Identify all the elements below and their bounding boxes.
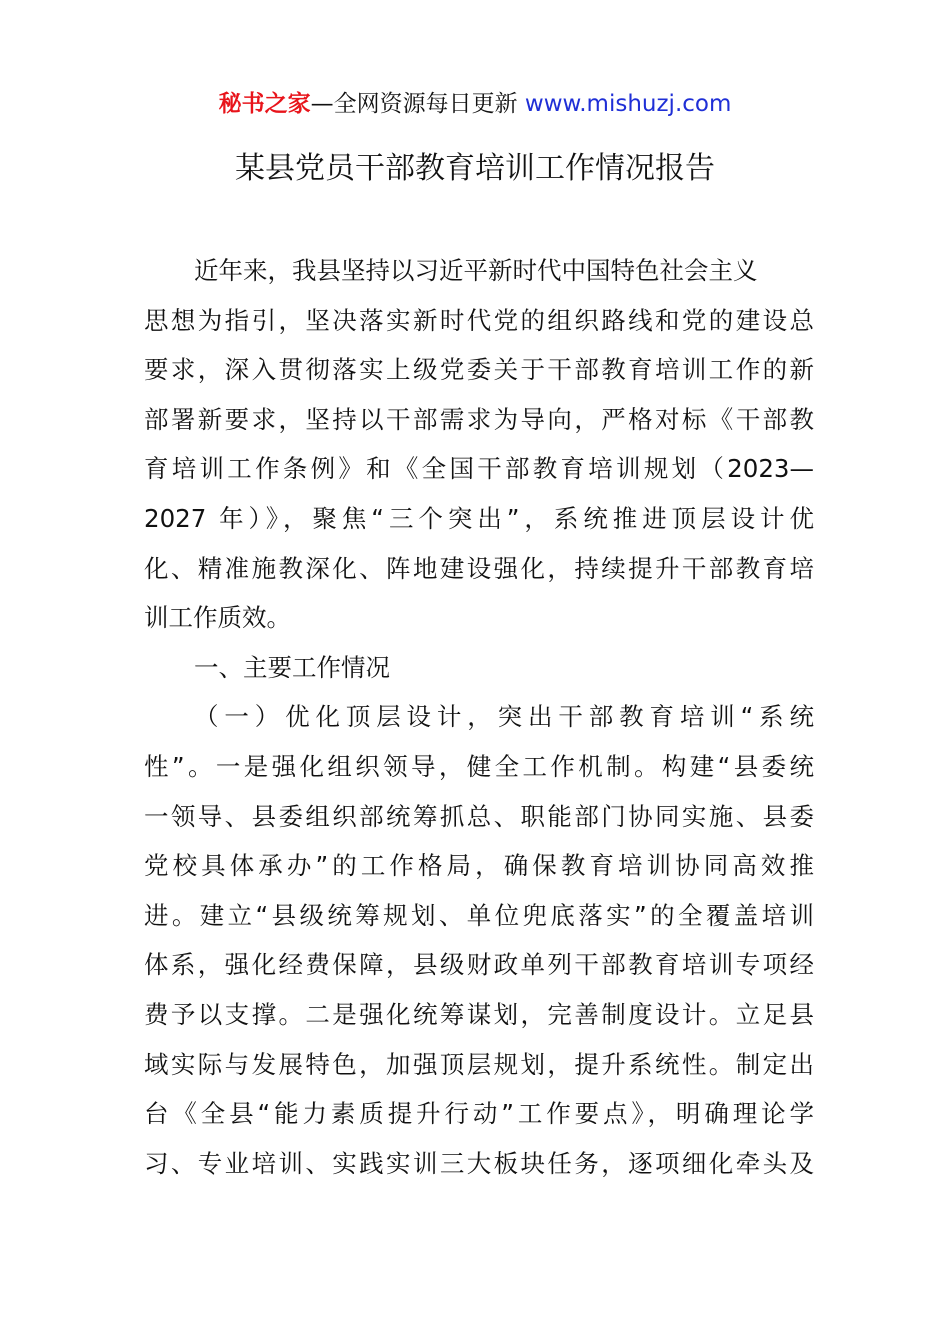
paragraph-line: 性”。一是强化组织领导，健全工作机制。构建“县委统: [144, 751, 814, 781]
paragraph-line: 域实际与发展特色，加强顶层规划，提升系统性。制定出: [144, 1049, 814, 1079]
document-body: [144, 246, 814, 1188]
site-brand: 秘书之家: [218, 91, 311, 117]
paragraph-line: 党校具体承办”的工作格局，确保教育培训协同高效推: [144, 851, 814, 881]
paragraph-line: 化、精准施教深化、阵地建设强化，持续提升干部教育培: [144, 553, 814, 583]
document-title: 某县党员干部教育培训工作情况报告: [235, 151, 715, 186]
paragraph-line: 思想为指引，坚决落实新时代党的组织路线和党的建设总: [144, 305, 814, 335]
section-heading: 一、主要工作情况: [194, 652, 390, 682]
paragraph-line: 近年来，我县坚持以习近平新时代中国特色社会主义: [194, 256, 758, 285]
subsection-heading: （一）优化顶层设计，突出干部教育培训“系统: [194, 702, 814, 732]
paragraph-line: 体系，强化经费保障，县级财政单列干部教育培训专项经: [144, 950, 814, 980]
paragraph-line: 部署新要求，坚持以干部需求为导向，严格对标《干部教: [144, 404, 814, 434]
paragraph-line: 2027 年）》，聚焦“三个突出”，系统推进顶层设计优: [144, 503, 814, 533]
paragraph-line: 进。建立“县级统筹规划、单位兜底落实”的全覆盖培训: [144, 900, 814, 930]
site-url-link[interactable]: www.mishuzj.com: [524, 91, 732, 117]
paragraph-line: 训工作质效。: [144, 603, 291, 633]
site-tagline: —全网资源每日更新: [310, 91, 518, 117]
paragraph-line: 一领导、县委组织部统筹抓总、职能部门协同实施、县委: [144, 801, 814, 831]
paragraph-line: 习、专业培训、实践实训三大板块任务，逐项细化牵头及: [144, 1148, 814, 1178]
paragraph-line: 育培训工作条例》和《全国干部教育培训规划（2023—: [144, 454, 814, 484]
site-header: [0, 88, 950, 120]
paragraph-line: 费予以支撑。二是强化统筹谋划，完善制度设计。立足县: [144, 999, 814, 1029]
paragraph-line: 要求，深入贯彻落实上级党委关于干部教育培训工作的新: [144, 355, 814, 385]
paragraph-line: 台《全县“能力素质提升行动”工作要点》，明确理论学: [144, 1099, 814, 1129]
